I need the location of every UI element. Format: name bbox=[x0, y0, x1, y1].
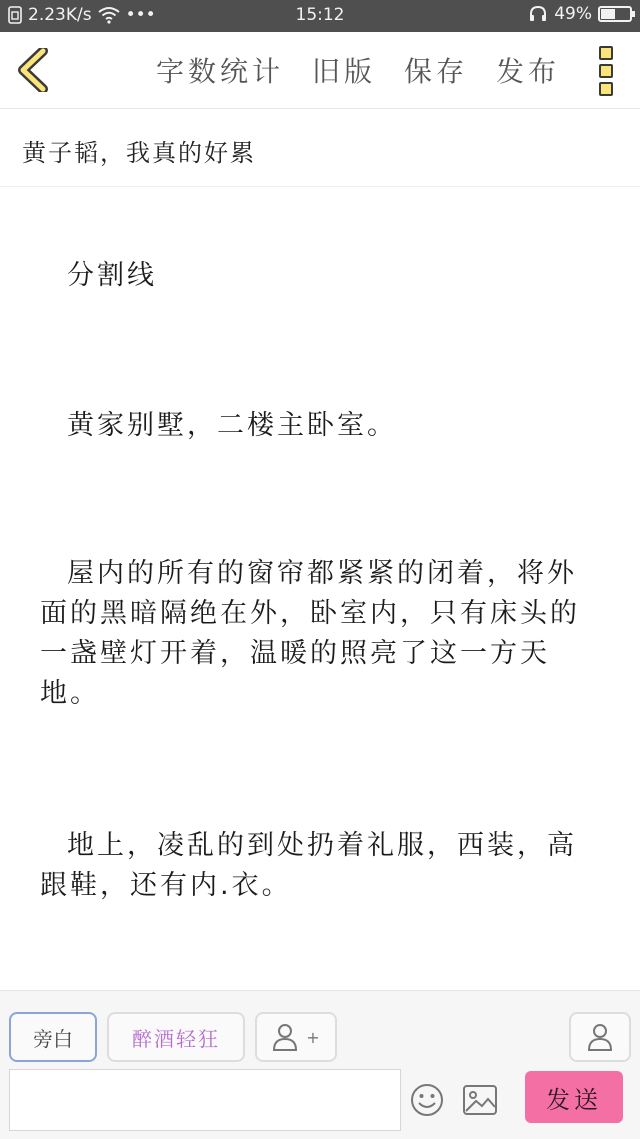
more-notifications-icon: ••• bbox=[125, 5, 156, 25]
more-vertical-icon-dot bbox=[599, 64, 613, 78]
image-icon bbox=[462, 1083, 498, 1117]
save-button[interactable]: 保存 bbox=[403, 55, 468, 88]
image-button[interactable] bbox=[462, 1083, 498, 1117]
paragraph-divider: 分割线 bbox=[67, 260, 157, 291]
network-speed: 2.23K/s bbox=[28, 5, 92, 25]
chapter-title[interactable]: 黄子韬，我真的好累 bbox=[0, 109, 640, 187]
status-time: 15:12 bbox=[295, 5, 345, 25]
message-composer bbox=[0, 990, 640, 1139]
publish-button[interactable]: 发布 bbox=[495, 55, 560, 88]
narration-chip[interactable]: 旁白 bbox=[9, 1012, 97, 1062]
editor-toolbar bbox=[0, 32, 640, 109]
add-role-button[interactable] bbox=[255, 1012, 337, 1062]
battery-fill bbox=[601, 9, 615, 19]
more-menu-button[interactable] bbox=[596, 46, 616, 96]
chevron-left-icon bbox=[17, 48, 51, 92]
status-bar bbox=[0, 0, 640, 32]
status-bar-right bbox=[528, 4, 632, 24]
paragraph-setting: 黄家别墅，二楼主卧室。 bbox=[67, 410, 397, 441]
paragraph-room: 屋内的所有的窗帘都紧紧的闭着，将外面的黑暗隔绝在外，卧室内，只有床头的一盏壁灯开着，温暖的照亮了这一方天地。 bbox=[40, 558, 580, 709]
paragraph-floor: 地上，凌乱的到处扔着礼服，西装，高跟鞋，还有内.衣。 bbox=[40, 830, 577, 901]
more-vertical-icon-dot bbox=[599, 82, 613, 96]
message-input[interactable] bbox=[9, 1069, 401, 1131]
old-version-button[interactable]: 旧版 bbox=[311, 55, 376, 88]
back-button[interactable] bbox=[14, 47, 54, 93]
battery-percent: 49% bbox=[554, 4, 592, 24]
more-vertical-icon bbox=[599, 46, 613, 60]
add-role-plus: + bbox=[306, 1027, 320, 1047]
role-chip[interactable]: 醉酒轻狂 bbox=[107, 1012, 245, 1062]
emoji-button[interactable] bbox=[410, 1083, 444, 1117]
word-count-button[interactable]: 字数统计 bbox=[155, 55, 284, 88]
person-icon bbox=[586, 1022, 614, 1052]
toolbar-actions bbox=[156, 50, 560, 90]
battery-icon bbox=[598, 6, 632, 22]
headset-icon bbox=[528, 5, 548, 23]
send-button[interactable]: 发送 bbox=[525, 1071, 623, 1123]
story-content[interactable] bbox=[0, 188, 640, 988]
user-avatar-button[interactable] bbox=[569, 1012, 631, 1062]
person-add-icon bbox=[272, 1022, 302, 1052]
smiley-icon bbox=[410, 1083, 444, 1117]
